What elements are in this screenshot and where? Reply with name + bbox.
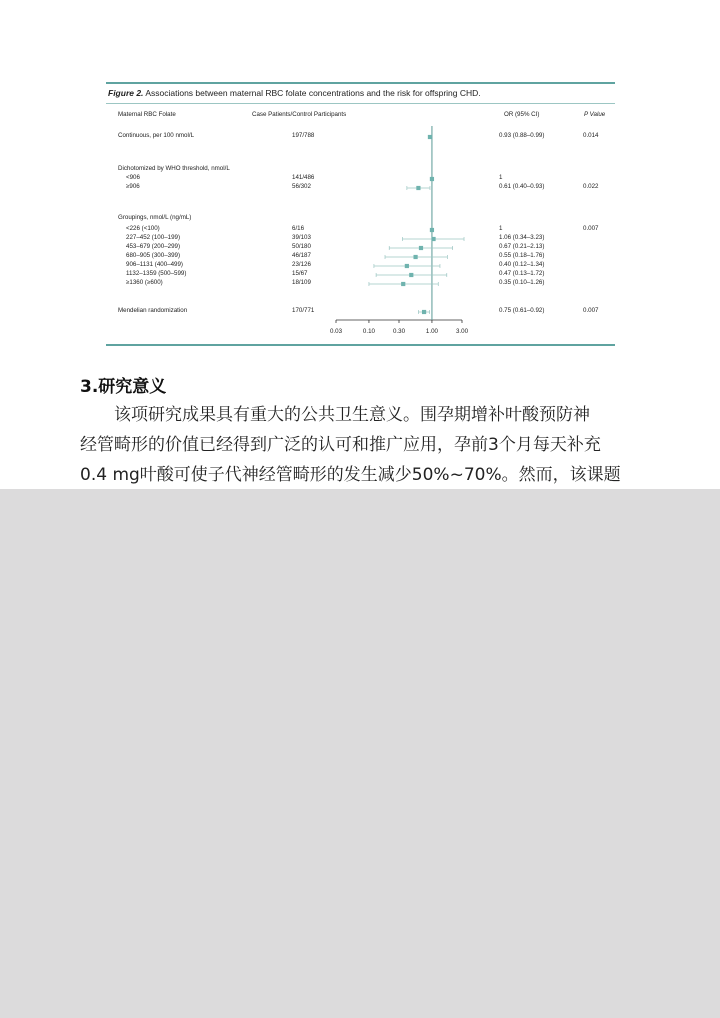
section-heading: 3.研究意义 [80, 377, 167, 397]
figure-caption-text: Associations between maternal RBC folate concentrations and the risk for offspring CHD. [145, 88, 481, 98]
paragraph-line-1: 该项研究成果具有重大的公共卫生意义。围孕期增补叶酸预防神 [80, 405, 590, 425]
row-or-ci: 0.55 (0.18–1.76) [499, 252, 545, 259]
row-label: 453–679 (200–299) [126, 243, 181, 250]
row-label: 906–1131 (400–499) [126, 261, 183, 268]
figure-bottom-rule [106, 344, 615, 346]
or-point [419, 246, 423, 250]
paragraph-line-2: 经管畸形的价值已经得到广泛的认可和推广应用，孕前3个月每天补充 [80, 435, 601, 455]
forest-plot [106, 82, 615, 348]
header-p: P Value [584, 111, 606, 118]
row-cases: 46/187 [292, 252, 311, 259]
row-p-value: 0.007 [583, 225, 599, 232]
row-label: 227–452 (100–199) [126, 234, 181, 241]
row-label: ≥906 [126, 183, 140, 190]
or-point [416, 186, 420, 190]
row-p-value: 0.022 [583, 183, 599, 190]
or-point [413, 255, 417, 259]
row-label: <906 [126, 174, 140, 181]
x-tick-label: 1.00 [425, 328, 438, 335]
x-tick-label: 0.10 [362, 328, 375, 335]
row-or-ci: 0.40 (0.12–1.34) [499, 261, 545, 268]
or-point [409, 273, 413, 277]
row-or-ci: 1 [499, 225, 503, 232]
row-label: Mendelian randomization [118, 307, 188, 314]
or-point [431, 237, 435, 241]
row-cases: 141/486 [292, 174, 315, 181]
row-label: 680–905 (300–399) [126, 252, 181, 259]
or-point [428, 135, 432, 139]
row-cases: 15/67 [292, 270, 308, 277]
x-tick-label: 3.00 [455, 328, 469, 335]
figure-2 [106, 82, 615, 348]
header-folate: Maternal RBC Folate [118, 111, 176, 118]
or-point [422, 310, 426, 314]
row-label: 1132–1359 (500–599) [126, 270, 187, 277]
header-or: OR (95% CI) [504, 111, 540, 118]
section-heading-groupings: Groupings, nmol/L (ng/mL) [118, 214, 192, 221]
row-cases: 18/109 [292, 279, 311, 286]
or-point [430, 177, 434, 181]
row-cases: 197/788 [292, 132, 315, 139]
or-point [405, 264, 409, 268]
figure-label: Figure 2. [108, 88, 144, 98]
row-p-value: 0.007 [583, 307, 599, 314]
row-or-ci: 0.67 (0.21–2.13) [499, 243, 545, 250]
row-or-ci: 0.61 (0.40–0.93) [499, 183, 545, 190]
row-cases: 50/180 [292, 243, 311, 250]
or-point [401, 282, 405, 286]
x-tick-label: 0.03 [329, 328, 343, 335]
row-label: ≥1360 (≥600) [126, 279, 163, 286]
row-or-ci: 1 [499, 174, 503, 181]
row-label: Continuous, per 100 nmol/L [118, 132, 195, 139]
header-cases: Case Patients/Control Participants [252, 111, 347, 118]
row-cases: 56/302 [292, 183, 311, 190]
row-label: <226 (<100) [126, 225, 160, 232]
row-or-ci: 0.75 (0.61–0.92) [499, 307, 545, 314]
row-or-ci: 0.93 (0.88–0.99) [499, 132, 545, 139]
row-or-ci: 0.35 (0.10–1.26) [499, 279, 545, 286]
section-heading-who: Dichotomized by WHO threshold, nmol/L [118, 165, 230, 172]
row-or-ci: 0.47 (0.13–1.72) [499, 270, 545, 277]
or-point [430, 228, 434, 232]
x-tick-label: 0.30 [392, 328, 406, 335]
row-or-ci: 1.06 (0.34–3.23) [499, 234, 545, 241]
row-cases: 23/126 [292, 261, 311, 268]
paragraph-line-3: 0.4 mg叶酸可使子代神经管畸形的发生减少50%~70%。然而，该课题 [80, 465, 621, 485]
row-cases: 170/771 [292, 307, 315, 314]
row-cases: 6/16 [292, 225, 305, 232]
row-cases: 39/103 [292, 234, 311, 241]
gray-overlay [0, 489, 720, 1018]
row-p-value: 0.014 [583, 132, 599, 139]
